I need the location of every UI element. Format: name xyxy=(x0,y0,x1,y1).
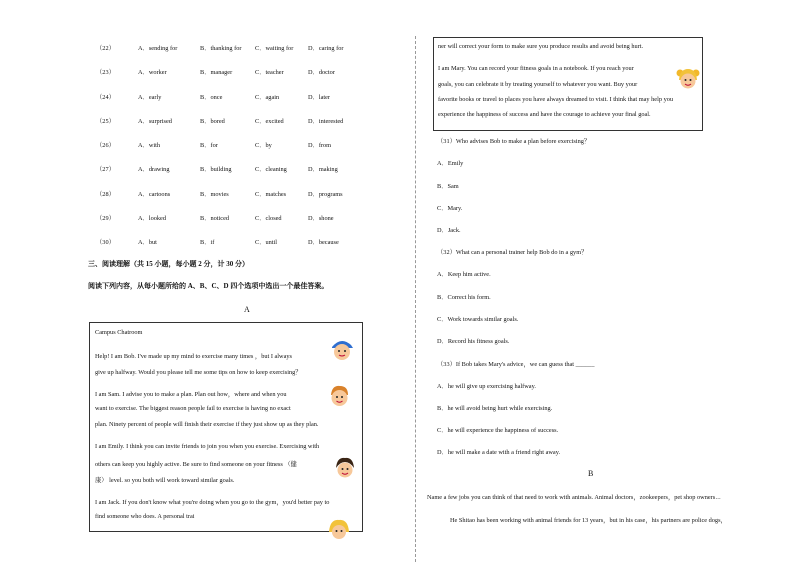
option-b: B．noticed xyxy=(200,214,230,222)
chat-line: want to exercise. The biggest reason people fail to exercise is having no exact xyxy=(95,405,291,412)
option-b: B．building xyxy=(200,166,232,174)
q32-option: B．Correct his form. xyxy=(437,294,491,301)
option-a: A．sending for xyxy=(138,45,178,52)
passage-label-b: B xyxy=(588,469,594,478)
option-c: C．by xyxy=(255,142,272,149)
q33-option: C．he will experience the happiness of success. xyxy=(437,427,559,434)
option-c: C．matches xyxy=(255,190,287,198)
girl-blonde-avatar-icon xyxy=(326,518,352,540)
question-number: （30） xyxy=(96,239,115,246)
chatroom-box xyxy=(89,322,363,532)
option-b: B．bored xyxy=(200,117,225,125)
option-d: D．making xyxy=(308,166,338,174)
option-d: D．programs xyxy=(308,190,343,198)
option-c: C．until xyxy=(255,239,278,246)
q33-option: D．he will make a date with a friend right away. xyxy=(437,449,561,456)
option-a: A．drawing xyxy=(138,166,170,174)
question-number: （27） xyxy=(96,166,115,174)
option-c: C．teacher xyxy=(255,69,284,77)
q33-option: A．he will give up exercising halfway. xyxy=(437,383,536,390)
option-b: B．for xyxy=(200,142,218,149)
chat-line: I am Mary. You can record your fitness goals in a notebook. If you reach your xyxy=(438,65,634,72)
option-a: A．but xyxy=(138,239,157,246)
option-a: A．looked xyxy=(138,214,166,222)
chatroom-continued-box xyxy=(433,37,703,131)
option-b: B．thanking for xyxy=(200,45,242,52)
option-a: A．early xyxy=(138,93,162,101)
chat-line: experience the happiness of success and have the courage to achieve your final goal. xyxy=(438,111,651,118)
girl-mary-avatar-icon xyxy=(675,66,701,92)
passage-b-line: Name a few jobs you can think of that need to work with animals. Animal doctors，zookeepers，pet shop owners⋯ xyxy=(427,494,721,501)
option-c: C．excited xyxy=(255,117,284,125)
q31-option: C．Mary. xyxy=(437,205,463,212)
q32-option: D．Record his fitness goals. xyxy=(437,338,510,345)
option-c: C．closed xyxy=(255,214,282,222)
option-d: D．shone xyxy=(308,214,334,222)
option-d: D．doctor xyxy=(308,69,335,77)
q32-option: A．Keep him active. xyxy=(437,271,491,278)
girl-avatar-icon xyxy=(332,455,358,481)
chat-line: ner will correct your form to make sure you produce results and avoid being hurt. xyxy=(438,43,644,50)
question-number: （23） xyxy=(96,69,115,77)
question-number: （22） xyxy=(96,45,115,52)
option-b: B．once xyxy=(200,93,223,101)
chat-line: plan. Ninety percent of people will finish their exercise if they just show up as they plan. xyxy=(95,421,319,428)
question-number: （25） xyxy=(96,117,115,125)
option-c: C．cleaning xyxy=(255,166,287,174)
chat-line: others can keep you highly active. Be sure to find someone on your fitness （健 xyxy=(95,461,297,468)
option-d: D．interested xyxy=(308,117,344,125)
q32-stem: （32）What can a personal trainer help Bob do in a gym？ xyxy=(437,249,588,256)
option-a: A．cartoons xyxy=(138,190,171,198)
chat-line: give up halfway. Would you please tell me some tips on how to keep exercising？ xyxy=(95,369,302,376)
chat-line: I am Jack. If you don't know what you're doing when you go to the gym，you'd better pay to xyxy=(95,499,330,506)
passage-label-a: A xyxy=(244,305,250,314)
q31-option: D．Jack. xyxy=(437,227,461,234)
column-divider xyxy=(415,36,416,562)
q33-stem: （33）If Bob takes Mary's advice，we can guess that ______ xyxy=(437,361,595,368)
instruction-text: 阅读下列内容，从每小题所给的 A、B、C、D 四个选项中选出一个最佳答案。 xyxy=(88,282,329,290)
chatroom-title: Campus Chatroom xyxy=(95,329,143,336)
option-d: D．because xyxy=(308,239,339,246)
option-d: D．caring for xyxy=(308,45,344,52)
q33-option: B．he will avoid being hurt while exercising. xyxy=(437,405,553,412)
option-a: A．surprised xyxy=(138,117,172,125)
q31-option: B．Sam xyxy=(437,183,459,190)
option-c: C．again xyxy=(255,93,280,101)
option-b: B．manager xyxy=(200,69,233,77)
chat-line: I am Emily. I think you can invite friends to join you when you exercise. Exercising with xyxy=(95,443,320,450)
chat-line: favorite books or travel to places you have always dreamed to visit. I think that may help you xyxy=(438,96,674,103)
option-a: A．with xyxy=(138,142,161,149)
option-d: D．later xyxy=(308,93,331,101)
q31-stem: （31）Who advises Bob to make a plan before exercising？ xyxy=(437,138,591,145)
boy-avatar-icon xyxy=(326,383,352,409)
q32-option: C．Work towards similar goals. xyxy=(437,316,519,323)
option-a: A．worker xyxy=(138,69,167,77)
question-number: （24） xyxy=(96,93,115,101)
chat-line: 康） level. so you both will work toward similar goals. xyxy=(95,477,235,484)
q31-option: A．Emily xyxy=(437,160,464,167)
passage-b-line: He Shitao has been working with animal friends for 13 years，but in his case，his partners are police dogs， xyxy=(450,517,727,524)
chat-line: I am Sam. I advise you to make a plan. Plan out how，where and when you xyxy=(95,391,287,398)
boy-cap-avatar-icon xyxy=(328,336,354,362)
option-b: B．if xyxy=(200,239,215,246)
section-title: 三、阅读理解（共 15 小题，每小题 2 分，计 30 分） xyxy=(88,260,249,268)
option-d: D．from xyxy=(308,142,332,149)
option-c: C．waiting for xyxy=(255,45,294,52)
option-b: B．movies xyxy=(200,190,229,198)
question-number: （29） xyxy=(96,214,115,222)
chat-line: goals, you can celebrate it by treating yourself to whatever you want. Buy your xyxy=(438,81,638,88)
question-number: （28） xyxy=(96,190,115,198)
chat-line: Help! I am Bob. I've made up my mind to exercise many times ，but I always xyxy=(95,353,292,360)
question-number: （26） xyxy=(96,142,115,149)
chat-line: find someone who does. A personal trai xyxy=(95,513,195,520)
